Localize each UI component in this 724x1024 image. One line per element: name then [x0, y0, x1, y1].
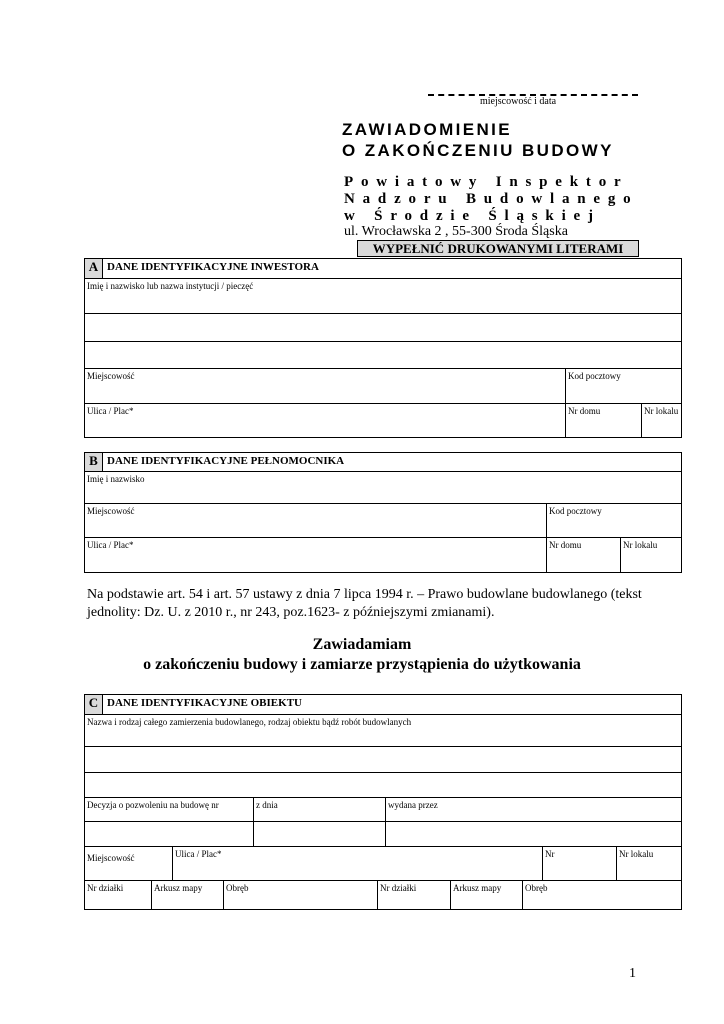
place-date-line[interactable]: [428, 84, 638, 96]
plot-number-label-2: Nr działki: [380, 883, 417, 893]
inspector-address: ul. Wrocławska 2 , 55-300 Środa Śląska: [344, 224, 568, 239]
investor-city-field[interactable]: [85, 369, 565, 403]
section-c-object: [84, 694, 682, 910]
section-c-header: [85, 695, 681, 714]
decision-date-field[interactable]: [253, 822, 385, 846]
investor-name-field-2[interactable]: [85, 313, 681, 341]
investor-flat-label: Nr lokalu: [644, 406, 679, 416]
proxy-house-field[interactable]: [546, 538, 620, 572]
investor-postal-field[interactable]: [565, 369, 681, 403]
section-a-header: [85, 259, 681, 278]
section-a-letter: A: [85, 259, 103, 278]
section-a-investor: [84, 258, 682, 438]
object-flat-field[interactable]: [616, 847, 681, 880]
proxy-city-field[interactable]: [85, 504, 546, 537]
decision-number-label: Decyzja o pozwoleniu na budowę nr: [87, 800, 219, 810]
precinct-field-2[interactable]: [522, 881, 681, 909]
proxy-street-label: Ulica / Plac*: [87, 540, 134, 550]
proxy-street-row: [85, 537, 681, 572]
decision-issuer-label: wydana przez: [388, 800, 438, 810]
map-sheet-label-2: Arkusz mapy: [453, 883, 502, 893]
decision-value-row: [85, 821, 681, 846]
investor-postal-label: Kod pocztowy: [568, 371, 621, 381]
investor-house-label: Nr domu: [568, 406, 601, 416]
proxy-postal-label: Kod pocztowy: [549, 506, 602, 516]
section-b-title: DANE IDENTYFIKACYJNE PEŁNOMOCNIKA: [107, 455, 345, 467]
inspector-line1: Powiatowy Inspektor: [344, 174, 629, 190]
section-c-title: DANE IDENTYFIKACYJNE OBIEKTU: [107, 697, 302, 709]
precinct-label-2: Obręb: [525, 883, 548, 893]
object-city-label: Miejscowość: [87, 853, 135, 863]
section-c-letter: C: [85, 695, 103, 714]
proxy-flat-field[interactable]: [620, 538, 681, 572]
precinct-label: Obręb: [226, 883, 249, 893]
proxy-city-row: [85, 503, 681, 537]
proxy-street-field[interactable]: [85, 538, 546, 572]
object-flat-label: Nr lokalu: [619, 849, 654, 859]
object-nr-field[interactable]: [542, 847, 616, 880]
object-city-field[interactable]: [85, 847, 172, 880]
notice-subheading: o zakończeniu budowy i zamiarze przystąpienia do użytkowania: [143, 656, 581, 673]
investor-street-field[interactable]: [85, 404, 565, 437]
object-name-field-2[interactable]: [85, 746, 681, 772]
investor-flat-field[interactable]: [641, 404, 681, 437]
decision-number-field[interactable]: [85, 822, 253, 846]
object-name-field[interactable]: [85, 714, 681, 746]
inspector-line3: w Środzie Śląskiej: [344, 208, 601, 224]
decision-date-label-cell: [253, 798, 385, 821]
form-title-line1: ZAWIADOMIENIE: [342, 120, 513, 139]
investor-name-field[interactable]: [85, 278, 681, 313]
proxy-postal-field[interactable]: [546, 504, 681, 537]
investor-house-field[interactable]: [565, 404, 641, 437]
section-a-title: DANE IDENTYFIKACYJNE INWESTORA: [107, 261, 319, 273]
map-sheet-field-2[interactable]: [450, 881, 522, 909]
form-title-line2: O ZAKOŃCZENIU BUDOWY: [342, 141, 614, 160]
decision-date-label: z dnia: [256, 800, 278, 810]
object-address-row: [85, 846, 681, 880]
investor-name-label: Imię i nazwisko lub nazwa instytucji / pieczęć: [87, 281, 254, 291]
decision-issuer-label-cell: [385, 798, 681, 821]
map-sheet-label: Arkusz mapy: [154, 883, 203, 893]
decision-label-row: [85, 797, 681, 821]
legal-basis-text: Na podstawie art. 54 i art. 57 ustawy z dnia 7 lipca 1994 r. – Prawo budowlane budowlanego (tekst jednolity: Dz. U. z 2010 r., nr 243, poz.1623- z późniejszymi zmianami).: [87, 587, 642, 620]
object-plot-row: [85, 880, 681, 909]
plot-number-field[interactable]: [85, 881, 151, 909]
decision-number-label-cell: [85, 798, 253, 821]
decision-issuer-field[interactable]: [385, 822, 681, 846]
proxy-name-label: Imię i nazwisko: [87, 474, 145, 484]
proxy-city-label: Miejscowość: [87, 506, 135, 516]
fill-instruction: WYPEŁNIĆ DRUKOWANYMI LITERAMI: [357, 240, 639, 257]
proxy-flat-label: Nr lokalu: [623, 540, 658, 550]
section-b-header: [85, 453, 681, 471]
plot-number-field-2[interactable]: [377, 881, 450, 909]
proxy-house-label: Nr domu: [549, 540, 582, 550]
investor-street-label: Ulica / Plac*: [87, 406, 134, 416]
investor-city-label: Miejscowość: [87, 371, 135, 381]
investor-street-row: [85, 403, 681, 437]
investor-city-row: [85, 368, 681, 403]
object-street-label: Ulica / Plac*: [175, 849, 222, 859]
object-name-label: Nazwa i rodzaj całego zamierzenia budowlanego, rodzaj obiektu bądź robót budowlanych: [87, 717, 412, 727]
inspector-line2: Nadzoru Budowlanego: [344, 191, 639, 207]
object-nr-label: Nr: [545, 849, 555, 859]
notice-heading: Zawiadamiam: [312, 636, 412, 653]
precinct-field[interactable]: [223, 881, 377, 909]
section-b-letter: B: [85, 453, 103, 471]
place-date-label: miejscowość i data: [480, 96, 557, 107]
object-street-field[interactable]: [172, 847, 542, 880]
object-name-field-3[interactable]: [85, 772, 681, 797]
section-b-proxy: [84, 452, 682, 573]
investor-name-field-3[interactable]: [85, 341, 681, 368]
page-number: 1: [629, 966, 636, 981]
map-sheet-field[interactable]: [151, 881, 223, 909]
proxy-name-field[interactable]: [85, 471, 681, 503]
plot-number-label: Nr działki: [87, 883, 124, 893]
